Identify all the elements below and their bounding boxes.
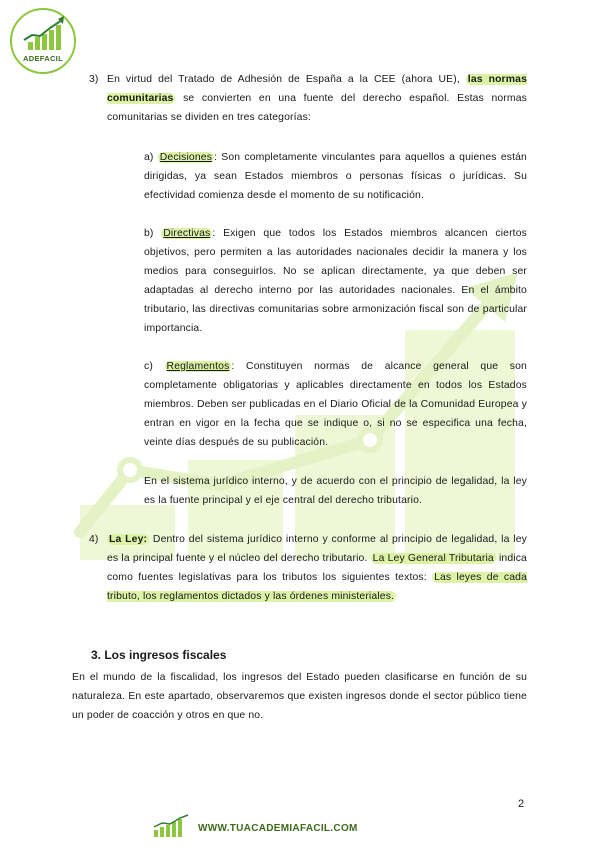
subitem-a-text: : Son completamente vinculantes para aquellos a quienes están dirigidas, ya sean Estados miembros o personas físicas o jurídicas. Su efectividad comienza desde el momento de su notificación. [144, 152, 527, 201]
term-reglamentos: Reglamentos [166, 361, 230, 372]
footer [152, 812, 452, 840]
term-la-ley: La Ley: [109, 534, 148, 545]
footer-chart-icon [152, 814, 192, 838]
item-3-intro-b: se convierten en una fuente del derecho español. Estas normas comunitarias se dividen en tres categorías: [107, 93, 527, 123]
logo-text: ADEFACIL [23, 54, 63, 63]
term-decisiones: Decisiones [159, 152, 213, 163]
footer-website-link[interactable]: WWW.TUACADEMIAFACIL.COM [198, 823, 358, 834]
term-directivas: Directivas [163, 228, 211, 239]
item-4-ley [107, 530, 527, 606]
subitem-a-prefix: a) [144, 152, 154, 163]
section-heading: 3. Los ingresos fiscales [91, 648, 227, 662]
subitem-b-directivas [144, 224, 527, 338]
page-number: 2 [518, 798, 525, 810]
section-paragraph: En el mundo de la fiscalidad, los ingresos del Estado pueden clasificarse en función de su naturaleza. En este apartado, observaremos que existen ingresos donde el sector público tiene un poder de coacción y otros en que no. [72, 672, 527, 721]
subitem-a-decisiones [144, 148, 527, 205]
subitem-c-prefix: c) [144, 361, 153, 372]
subitem-c-reglamentos [144, 357, 527, 452]
brand-logo [8, 6, 78, 76]
highlight-ley-general-tributaria: La Ley General Tributaria [372, 553, 494, 564]
logo-badge-icon [8, 6, 78, 76]
item-3-number: 3) [89, 74, 99, 85]
item-3-intro-a: En virtud del Tratado de Adhesión de España a la CEE (ahora UE), [107, 74, 460, 85]
highlight-fuentes-legislativas: Las leyes de cada tributo, los reglamentos dictados y las órdenes ministeriales. [107, 572, 527, 602]
subitem-b-text: : Exigen que todos los Estados miembros alcancen ciertos objetivos, pero permiten a las autoridades nacionales decidir la manera y los medios para conseguirlos. No se aplican directamente, ya que deben ser adaptadas al derecho interno por las autoridades nacionales. En el ámbito tributario, las directivas comunitarias sobre armonización fiscal son de particular importancia. [144, 228, 527, 334]
subitem-b-prefix: b) [144, 228, 154, 239]
highlight-normas-comunitarias: las normas comunitarias [107, 74, 528, 104]
item-3-closing: En el sistema jurídico interno, y de acuerdo con el principio de legalidad, la ley es la fuente principal y el eje central del derecho tributario. [144, 476, 527, 506]
item-4-text-a: Dentro del sistema jurídico interno y conforme al principio de legalidad, la ley es la principal fuente y el núcleo del derecho tributario. [107, 534, 527, 564]
item-4-text-b: indica como fuentes legislativas para los tributos los siguientes textos: [107, 553, 527, 583]
item-3-intro [107, 70, 527, 127]
subitem-c-text: : Constituyen normas de alcance general que son completamente obligatorias y aplicables directamente en todos los Estados miembros. Deben ser publicadas en el Diario Oficial de la Comunidad Europea y entran en vigor en la fecha que se indique o, si no se especifica una fecha, veinte días después de su publicación. [144, 361, 527, 448]
item-4-number: 4) [89, 534, 99, 545]
